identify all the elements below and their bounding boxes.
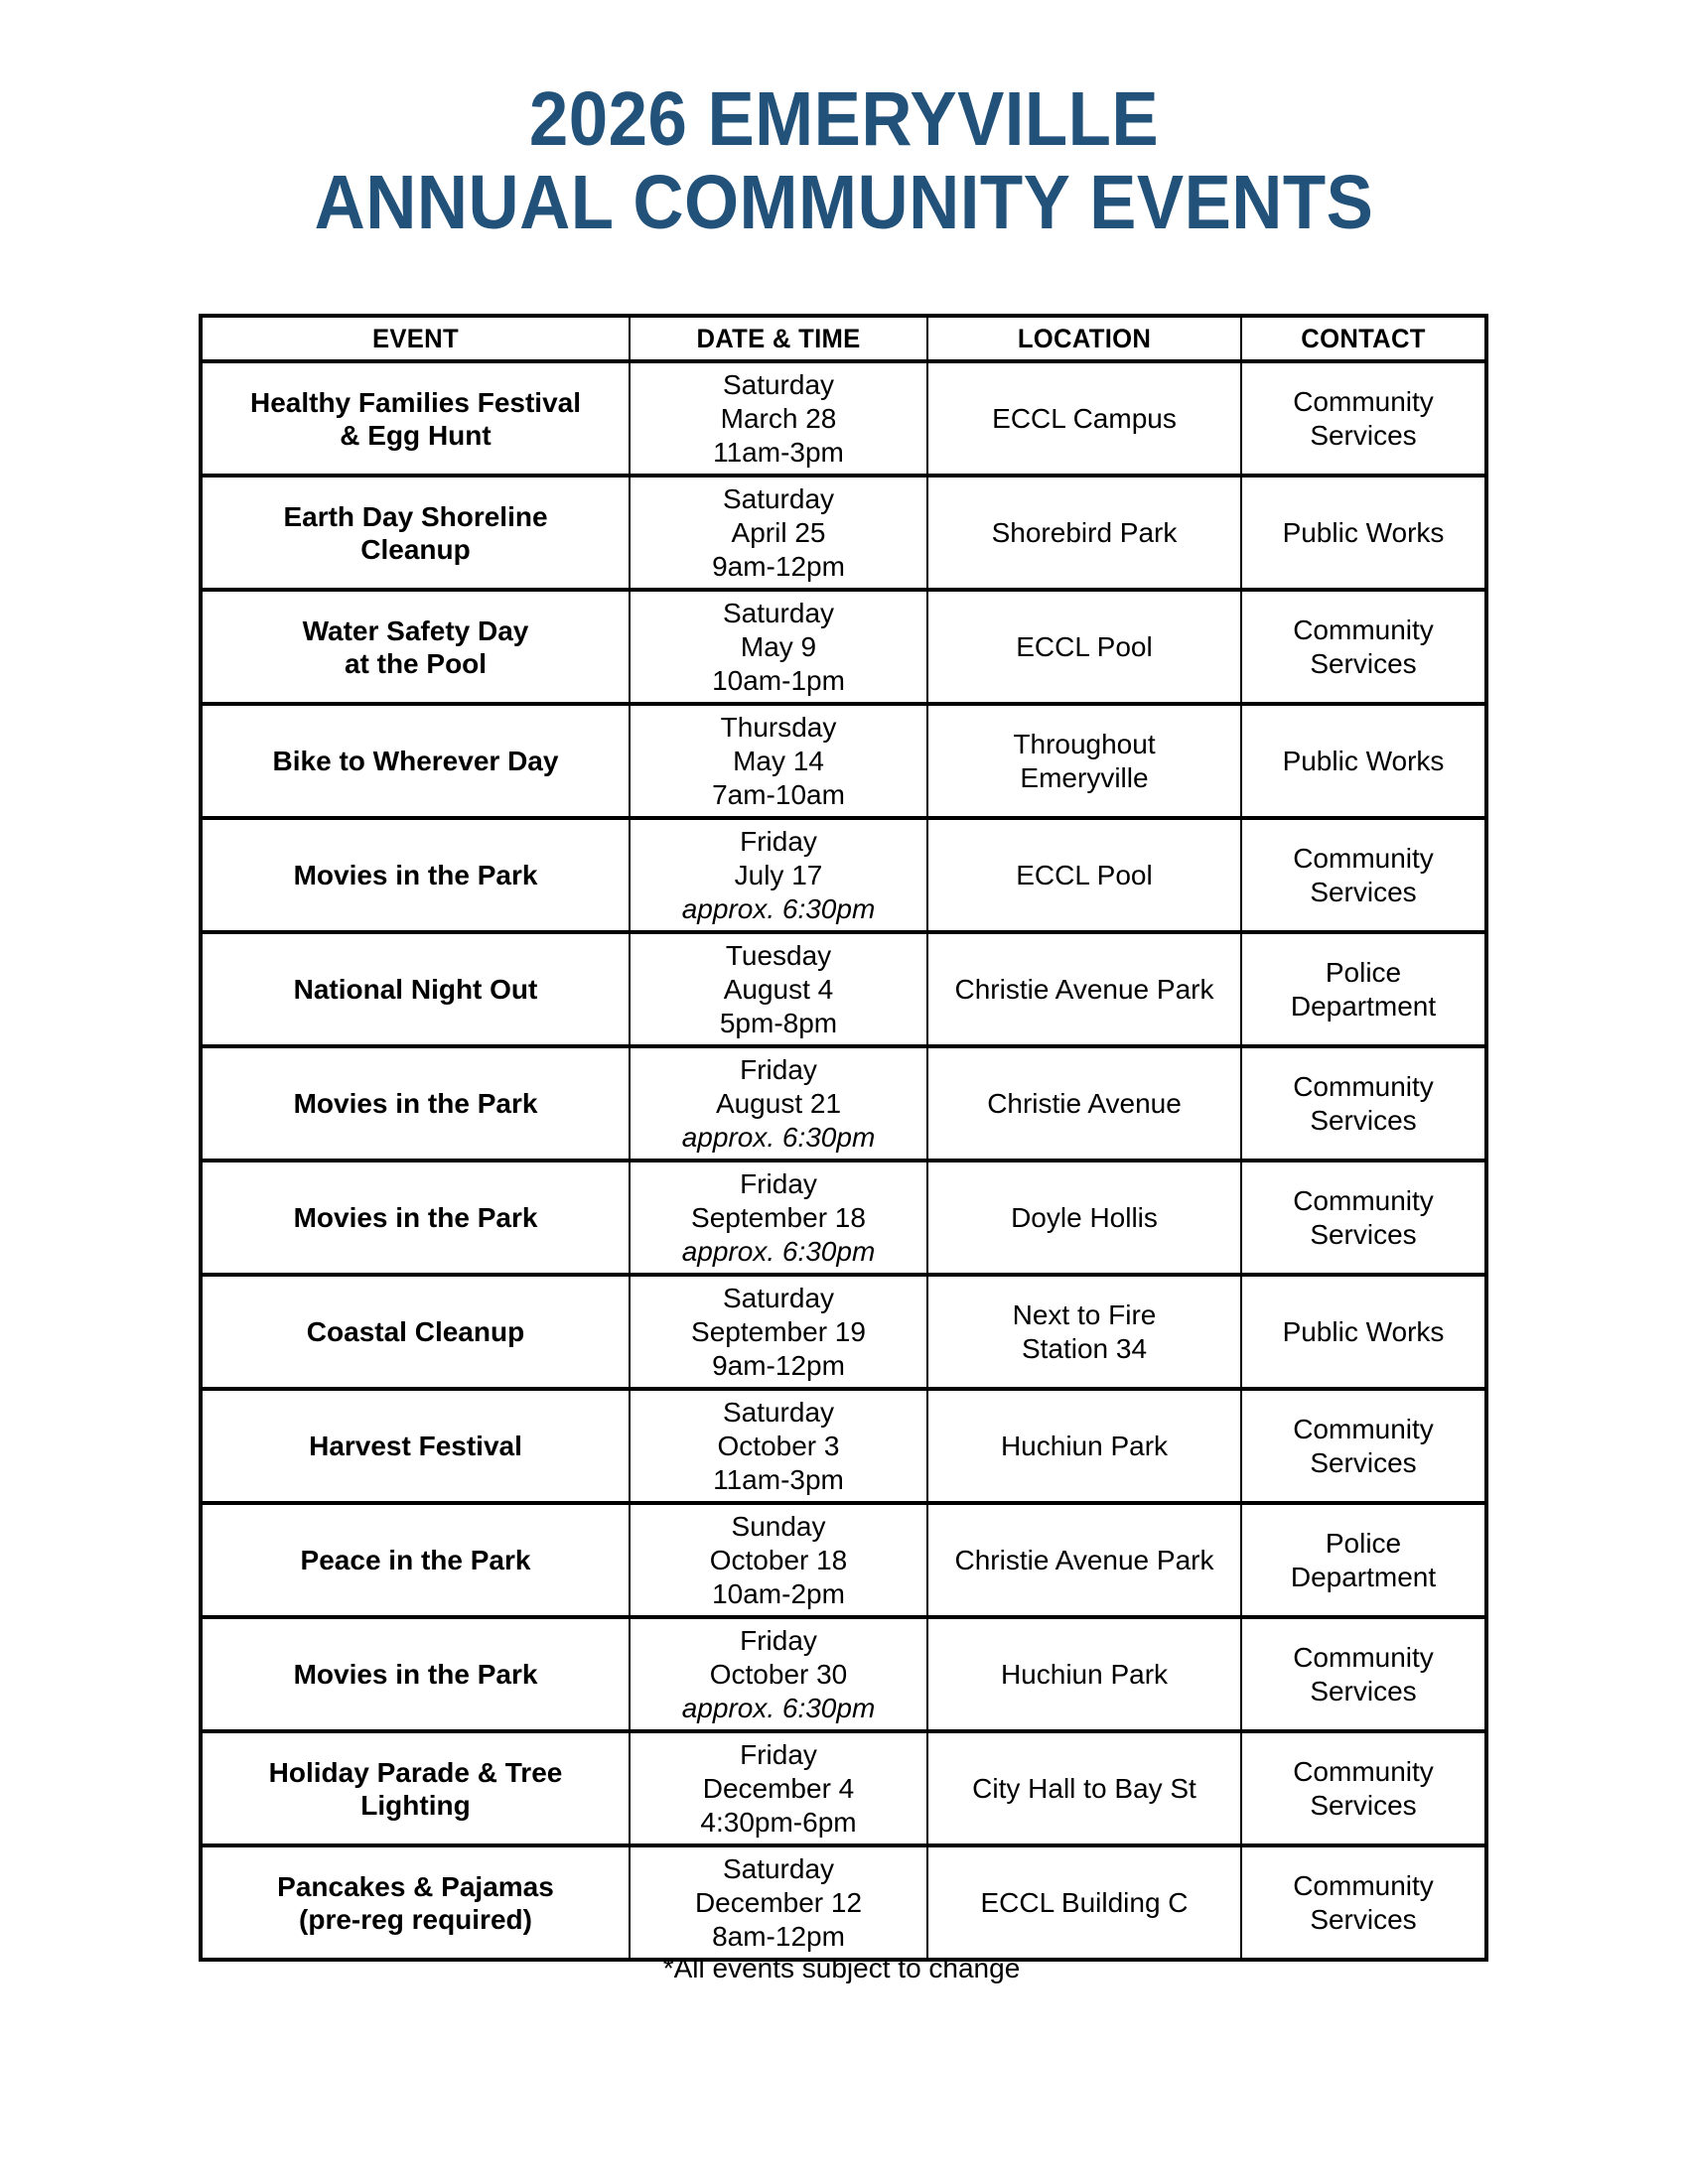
date-time-line: approx. 6:30pm xyxy=(681,1235,876,1267)
cell-contact xyxy=(1241,590,1486,704)
event-name-line: at the Pool xyxy=(344,647,488,679)
cell-date-time xyxy=(630,1731,927,1845)
date-date-line: September 18 xyxy=(691,1201,866,1233)
cell-event xyxy=(201,1617,630,1731)
cell-location xyxy=(927,1275,1241,1389)
footer-note: *All events subject to change xyxy=(662,1953,1021,1983)
date-day-line: Thursday xyxy=(720,711,837,743)
title-line-1: 2026 EMERYVILLE xyxy=(528,76,1160,162)
contact-line: Services xyxy=(1310,876,1417,907)
cell-date-time xyxy=(630,1275,927,1389)
event-name-line: National Night Out xyxy=(293,974,538,1005)
location-line: ECCL Campus xyxy=(992,402,1177,434)
cell-location xyxy=(927,1046,1241,1160)
contact-line: Public Works xyxy=(1282,1315,1445,1347)
date-day-line: Saturday xyxy=(722,597,835,628)
table-body xyxy=(201,361,1486,1960)
table-row xyxy=(201,1845,1486,1960)
table-row xyxy=(201,1046,1486,1160)
contact-line: Services xyxy=(1310,1446,1417,1478)
location-line: Huchiun Park xyxy=(1000,1658,1169,1690)
table-row xyxy=(201,590,1486,704)
cell-event xyxy=(201,1160,630,1275)
cell-location xyxy=(927,1731,1241,1845)
event-name-line: Earth Day Shoreline xyxy=(283,500,548,532)
table-row xyxy=(201,1617,1486,1731)
date-time-line: 7am-10am xyxy=(712,778,845,810)
contact-line: Services xyxy=(1310,419,1417,451)
cell-date-time xyxy=(630,476,927,590)
date-day-line: Friday xyxy=(740,1738,817,1770)
contact-line: Services xyxy=(1310,647,1417,679)
location-line: Next to Fire xyxy=(1012,1298,1157,1330)
date-time-line: 4:30pm-6pm xyxy=(700,1806,857,1838)
location-line: Shorebird Park xyxy=(991,516,1178,548)
date-day-line: Saturday xyxy=(722,482,835,514)
cell-contact xyxy=(1241,1503,1486,1617)
cell-contact xyxy=(1241,1046,1486,1160)
cell-event xyxy=(201,1731,630,1845)
date-day-line: Friday xyxy=(740,1053,817,1085)
contact-line: Community xyxy=(1293,1070,1434,1102)
date-date-line: May 14 xyxy=(733,745,824,776)
cell-date-time xyxy=(630,704,927,818)
table-row xyxy=(201,361,1486,476)
date-date-line: October 18 xyxy=(709,1544,848,1575)
page-title xyxy=(0,77,1688,244)
table-row xyxy=(201,1275,1486,1389)
cell-contact xyxy=(1241,704,1486,818)
cell-location xyxy=(927,818,1241,932)
date-time-line: 9am-12pm xyxy=(712,550,845,582)
date-day-line: Friday xyxy=(740,1624,817,1656)
cell-location xyxy=(927,932,1241,1046)
location-line: Doyle Hollis xyxy=(1011,1201,1158,1233)
contact-line: Department xyxy=(1290,990,1437,1022)
event-name-line: Healthy Families Festival xyxy=(249,386,582,418)
cell-contact xyxy=(1241,1731,1486,1845)
date-day-line: Friday xyxy=(740,825,817,857)
date-time-line: approx. 6:30pm xyxy=(681,892,876,924)
date-time-line: 5pm-8pm xyxy=(719,1007,838,1038)
date-day-line: Friday xyxy=(740,1167,817,1199)
date-date-line: July 17 xyxy=(734,859,823,890)
date-time-line: 11am-3pm xyxy=(713,436,844,468)
contact-line: Public Works xyxy=(1282,516,1445,548)
cell-location xyxy=(927,704,1241,818)
table-row xyxy=(201,932,1486,1046)
cell-location xyxy=(927,590,1241,704)
event-name-line: Movies in the Park xyxy=(293,860,538,890)
cell-date-time xyxy=(630,1503,927,1617)
cell-date-time xyxy=(630,818,927,932)
cell-contact xyxy=(1241,1845,1486,1960)
location-line: City Hall to Bay St xyxy=(972,1772,1196,1804)
contact-line: Services xyxy=(1310,1903,1417,1935)
cell-location xyxy=(927,476,1241,590)
cell-date-time xyxy=(630,1845,927,1960)
date-time-line: 10am-1pm xyxy=(712,664,845,696)
location-line: ECCL Pool xyxy=(1016,630,1153,662)
event-name-line: Pancakes & Pajamas xyxy=(277,1870,554,1902)
event-name-line: Movies in the Park xyxy=(293,1088,538,1119)
date-day-line: Sunday xyxy=(731,1510,826,1542)
cell-event xyxy=(201,361,630,476)
column-header-date-time: DATE & TIME xyxy=(637,316,920,361)
date-date-line: October 30 xyxy=(709,1658,848,1690)
cell-contact xyxy=(1241,818,1486,932)
table-row xyxy=(201,476,1486,590)
date-day-line: Tuesday xyxy=(725,939,832,971)
event-name-line: Cleanup xyxy=(360,533,471,565)
table-row xyxy=(201,1503,1486,1617)
event-name-line: Lighting xyxy=(360,1789,471,1821)
contact-line: Police xyxy=(1325,1527,1402,1559)
table-row xyxy=(201,1160,1486,1275)
date-date-line: May 9 xyxy=(740,630,817,662)
contact-line: Community xyxy=(1293,1755,1434,1787)
cell-date-time xyxy=(630,590,927,704)
contact-line: Services xyxy=(1310,1104,1417,1136)
date-time-line: 11am-3pm xyxy=(713,1463,844,1495)
contact-line: Community xyxy=(1293,1641,1434,1673)
cell-location xyxy=(927,361,1241,476)
table-header xyxy=(201,316,1486,361)
cell-location xyxy=(927,1617,1241,1731)
cell-event xyxy=(201,704,630,818)
contact-line: Community xyxy=(1293,1413,1434,1444)
event-name-line: Water Safety Day xyxy=(302,614,529,646)
date-date-line: March 28 xyxy=(720,402,837,434)
contact-line: Services xyxy=(1310,1789,1417,1821)
date-date-line: September 19 xyxy=(691,1315,866,1347)
cell-location xyxy=(927,1503,1241,1617)
location-line: Christie Avenue Park xyxy=(954,1544,1214,1575)
column-header-contact: CONTACT xyxy=(1247,316,1480,361)
cell-event xyxy=(201,1046,630,1160)
date-time-line: approx. 6:30pm xyxy=(681,1692,876,1723)
cell-contact xyxy=(1241,1617,1486,1731)
date-day-line: Saturday xyxy=(722,368,835,400)
date-time-line: approx. 6:30pm xyxy=(681,1121,876,1153)
table-row xyxy=(201,1731,1486,1845)
location-line: Christie Avenue Park xyxy=(954,973,1214,1005)
event-name-line: & Egg Hunt xyxy=(340,419,492,451)
title-line-2: ANNUAL COMMUNITY EVENTS xyxy=(314,160,1374,245)
location-line: Christie Avenue xyxy=(987,1087,1182,1119)
contact-line: Community xyxy=(1293,614,1434,645)
event-name-line: Movies in the Park xyxy=(293,1202,538,1233)
cell-event xyxy=(201,932,630,1046)
date-day-line: Saturday xyxy=(722,1852,835,1884)
cell-event xyxy=(201,1845,630,1960)
event-name-line: Harvest Festival xyxy=(309,1431,522,1461)
table-row xyxy=(201,704,1486,818)
location-line: Station 34 xyxy=(1021,1332,1148,1364)
events-table-container xyxy=(199,314,1484,1962)
location-line: Emeryville xyxy=(1020,761,1149,793)
contact-line: Services xyxy=(1310,1218,1417,1250)
cell-contact xyxy=(1241,476,1486,590)
contact-line: Community xyxy=(1293,1184,1434,1216)
cell-contact xyxy=(1241,1389,1486,1503)
cell-event xyxy=(201,1503,630,1617)
event-name-line: Coastal Cleanup xyxy=(306,1316,525,1347)
column-header-location: LOCATION xyxy=(935,316,1233,361)
cell-date-time xyxy=(630,1160,927,1275)
events-table xyxy=(199,314,1488,1962)
cell-contact xyxy=(1241,361,1486,476)
table-row xyxy=(201,1389,1486,1503)
date-date-line: August 21 xyxy=(715,1087,842,1119)
cell-date-time xyxy=(630,1046,927,1160)
cell-date-time xyxy=(630,932,927,1046)
cell-contact xyxy=(1241,1160,1486,1275)
cell-date-time xyxy=(630,1389,927,1503)
event-name-line: Peace in the Park xyxy=(300,1545,531,1575)
column-header-event: EVENT xyxy=(211,316,619,361)
location-line: Throughout xyxy=(1013,728,1156,759)
table-row xyxy=(201,818,1486,932)
date-time-line: 8am-12pm xyxy=(712,1920,845,1952)
contact-line: Department xyxy=(1290,1561,1437,1592)
location-line: Huchiun Park xyxy=(1000,1430,1169,1461)
event-name-line: Movies in the Park xyxy=(293,1659,538,1690)
date-time-line: 10am-2pm xyxy=(712,1577,845,1609)
contact-line: Community xyxy=(1293,1869,1434,1901)
cell-location xyxy=(927,1845,1241,1960)
date-date-line: December 4 xyxy=(702,1772,855,1804)
date-date-line: December 12 xyxy=(694,1886,863,1918)
cell-event xyxy=(201,1275,630,1389)
cell-event xyxy=(201,818,630,932)
cell-event xyxy=(201,1389,630,1503)
date-day-line: Saturday xyxy=(722,1396,835,1428)
contact-line: Public Works xyxy=(1282,745,1445,776)
cell-contact xyxy=(1241,932,1486,1046)
location-line: ECCL Pool xyxy=(1016,859,1153,890)
cell-date-time xyxy=(630,361,927,476)
date-time-line: 9am-12pm xyxy=(712,1349,845,1381)
event-name-line: Bike to Wherever Day xyxy=(272,746,559,776)
date-date-line: October 3 xyxy=(717,1430,840,1461)
contact-line: Police xyxy=(1325,956,1402,988)
date-date-line: April 25 xyxy=(731,516,826,548)
event-name-line: Holiday Parade & Tree xyxy=(268,1756,563,1788)
cell-contact xyxy=(1241,1275,1486,1389)
contact-line: Community xyxy=(1293,385,1434,417)
header-row xyxy=(201,316,1486,361)
cell-location xyxy=(927,1160,1241,1275)
cell-event xyxy=(201,590,630,704)
date-date-line: August 4 xyxy=(723,973,834,1005)
contact-line: Community xyxy=(1293,842,1434,874)
location-line: ECCL Building C xyxy=(980,1886,1189,1918)
cell-location xyxy=(927,1389,1241,1503)
contact-line: Services xyxy=(1310,1675,1417,1706)
cell-date-time xyxy=(630,1617,927,1731)
event-name-line: (pre-reg required) xyxy=(299,1903,532,1935)
date-day-line: Saturday xyxy=(722,1282,835,1313)
cell-event xyxy=(201,476,630,590)
